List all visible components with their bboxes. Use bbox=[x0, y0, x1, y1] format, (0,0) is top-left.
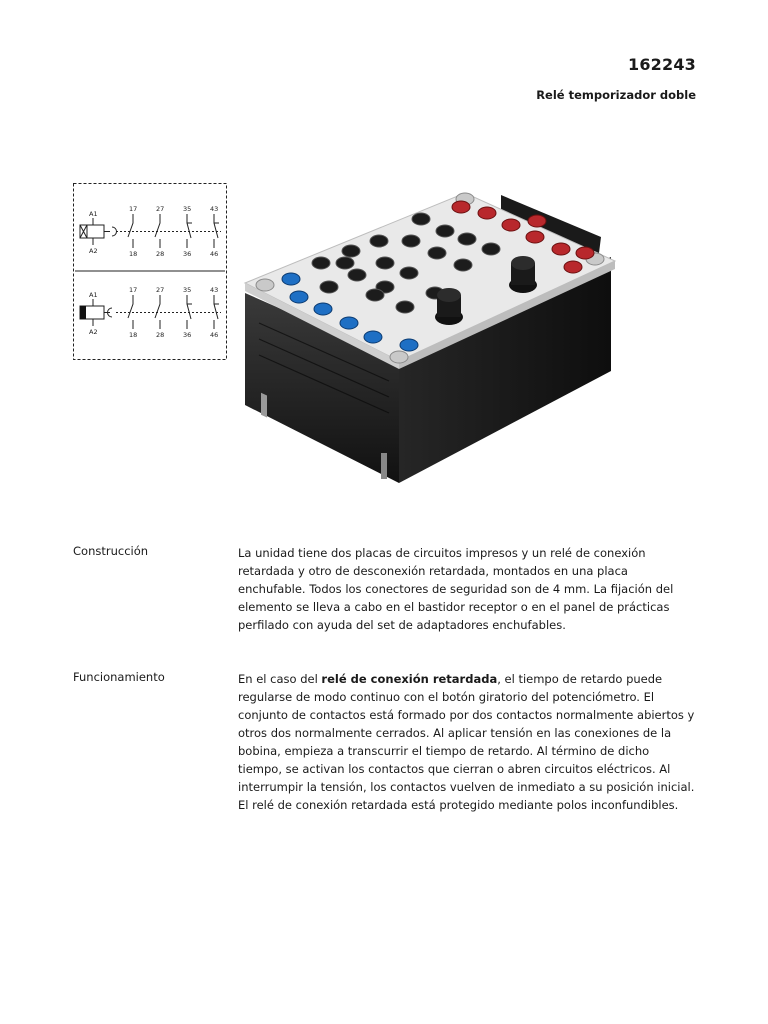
coil-label-a1: A1 bbox=[89, 291, 98, 299]
terminal-18: 18 bbox=[129, 250, 138, 258]
terminal-35: 35 bbox=[183, 286, 192, 294]
section-label: Construcción bbox=[73, 544, 149, 558]
section-label: Funcionamiento bbox=[73, 670, 165, 684]
coil-label-a2: A2 bbox=[89, 247, 98, 255]
terminal-17: 17 bbox=[129, 205, 138, 213]
section-construccion bbox=[73, 544, 695, 644]
terminal-36: 36 bbox=[183, 250, 192, 258]
potentiometer-knob bbox=[509, 256, 537, 293]
product-photo bbox=[239, 183, 621, 507]
schematic-upper bbox=[80, 205, 221, 258]
coil-label-a1: A1 bbox=[89, 210, 98, 218]
terminal-36: 36 bbox=[183, 331, 192, 339]
terminal-27: 27 bbox=[156, 286, 165, 294]
terminal-17: 17 bbox=[129, 286, 138, 294]
product-number: 162243 bbox=[628, 55, 696, 74]
terminal-46: 46 bbox=[210, 250, 219, 258]
terminal-43: 43 bbox=[210, 205, 219, 213]
coil-label-a2: A2 bbox=[89, 328, 98, 336]
potentiometer-knob bbox=[435, 288, 463, 325]
terminal-46: 46 bbox=[210, 331, 219, 339]
product-title: Relé temporizador doble bbox=[536, 88, 696, 102]
section-text: La unidad tiene dos placas de circuitos impresos y un relé de conexión retardada y otro de desconexión retardada, montados en una placa enchufable. Todos los conectores de seguridad son de 4 mm. La fijación del elemento se lleva a cabo en el bastidor receptor o en el panel de prácticas perfilado con ayuda del set de adaptadores enchufables. bbox=[238, 546, 674, 632]
schematic-lower bbox=[80, 286, 221, 339]
relay-schematic bbox=[73, 183, 227, 360]
text-emphasis: relé de conexión retardada bbox=[321, 672, 498, 686]
terminal-27: 27 bbox=[156, 205, 165, 213]
section-funcionamiento bbox=[73, 670, 695, 820]
terminal-28: 28 bbox=[156, 331, 165, 339]
section-text bbox=[238, 670, 695, 814]
text-segment: , el tiempo de retardo puede regularse de modo continuo con el botón giratorio del potenciómetro. El conjunto de contactos está formado por dos contactos normalmente abiertos y otros dos normalmente cerrados. Al aplicar tensión en las conexiones de la bobina, empieza a transcurrir el tiempo de retardo. Al término de dicho tiempo, se activan los contactos que cierran o abren circuitos eléctricos. Al interrumpir la tensión, los contactos vuelven de inmediato a su posición inicial. El relé de conexión retardada está protegido mediante polos inconfundibles. bbox=[238, 672, 695, 812]
terminal-28: 28 bbox=[156, 250, 165, 258]
text-segment: En el caso del bbox=[238, 672, 322, 686]
terminal-35: 35 bbox=[183, 205, 192, 213]
terminal-43: 43 bbox=[210, 286, 219, 294]
terminal-18: 18 bbox=[129, 331, 138, 339]
